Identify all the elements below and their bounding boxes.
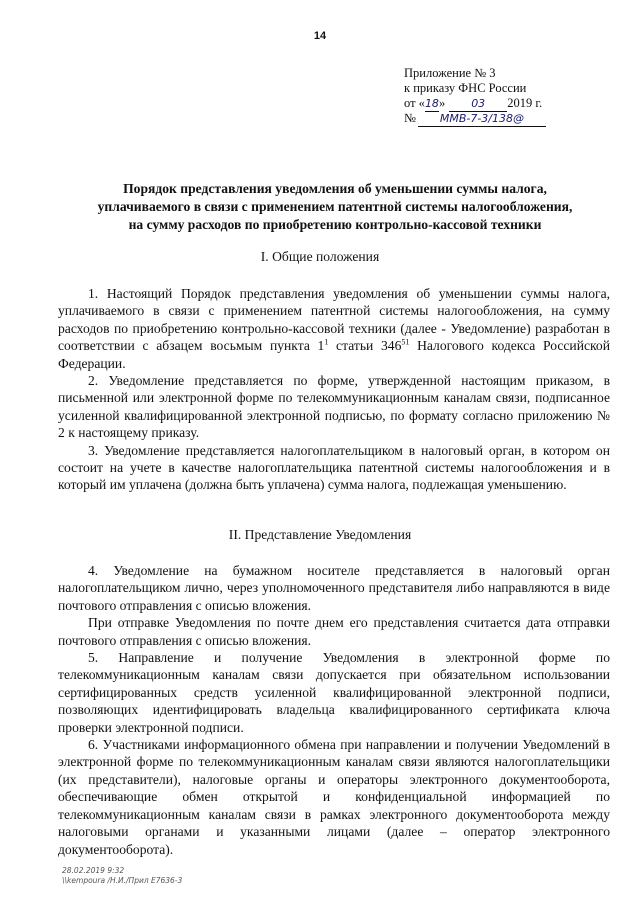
paragraph-4-mail: При отправке Уведомления по почте днем его представления считается дата отправки почтового отправления с описью вложения.	[58, 615, 610, 648]
section-heading-general: I. Общие положения	[260, 249, 380, 264]
paragraph-5: 5. Направление и получение Уведомления в электронной форме по телекоммуникационным каналам связи допускается при обязательном использовании сертифицированных средств усиленной квалифицированной электронной подписи, позволяющих идентифицировать владельца квалифицированного сертификата ключа проверки электронной подписи.	[58, 650, 610, 735]
appendix-block	[404, 66, 546, 126]
document-title: Порядок представления уведомления об уменьшении суммы налога, уплачиваемого в связи с применением патентной системы налогообложения, на сумму расходов по приобретению контрольно-кассовой техники	[97, 181, 573, 232]
paragraph-1: 1. Настоящий Порядок представления уведомления об уменьшении суммы налога, уплачиваемого в связи с применением патентной системы налогообложения, на сумму расходов по приобретению контрольно-кассовой техники (далее - Уведомление) разработан в соответствии с абзацем восьмым пункта $1^1$ статьи $346^{51}$ Налогового кодекса Российской Федерации.	[58, 286, 610, 371]
section-submission-body	[58, 562, 610, 858]
page-number: 14	[313, 30, 327, 42]
footer-timestamp: 28.02.2019 9:32	[62, 866, 125, 875]
section-general-body	[58, 285, 610, 494]
paragraph-2: 2. Уведомление представляется по форме, утвержденной настоящим приказом, в письменной или электронной форме по телекоммуникационным каналам связи, подписанное усиленной квалифицированной электронной подписью, по формату согласно приложению № 2 к настоящему приказу.	[58, 373, 610, 441]
handwritten-order-number: ММВ-7-3/138@	[418, 111, 546, 127]
paragraph-4: 4. Уведомление на бумажном носителе представляется в налоговый орган налогоплательщиком лично, через уполномоченного представителя либо направляются в виде почтового отправления с описью вложения.	[58, 563, 610, 613]
file-footer	[62, 866, 182, 886]
handwritten-day: 18	[424, 97, 439, 110]
appendix-order-ref: к приказу ФНС России	[404, 81, 527, 95]
footer-file-path: \\kempoura /Н.И./Прил E7636-3	[62, 876, 183, 885]
appendix-title: Приложение № 3	[404, 66, 496, 80]
paragraph-6: 6. Участниками информационного обмена при направлении и получении Уведомлений в электронной форме по телекоммуникационным каналам связи являются налогоплательщики (их представители), налоговые органы и операторы электронного документооборота, обеспечивающие обмен открытой и конфиденциальной информацией по телекоммуникационным каналам связи в рамках электронного документооборота между налоговыми органами и указанными лицами (далее – оператор электронного документооборота).	[58, 737, 610, 857]
paragraph-3: 3. Уведомление представляется налогоплательщиком в налоговый орган, в котором он состоит на учете в качестве налогоплательщика патентной системы налогообложения и в который им уплачена (должна быть уплачена) сумма налога, подлежащая уменьшению.	[58, 442, 610, 493]
section-heading-submission: II. Представление Уведомления	[228, 527, 412, 542]
handwritten-month: 03	[449, 96, 507, 112]
appendix-number: № ММВ-7-3/138@	[404, 111, 546, 126]
appendix-date: от «18» 03 2019 г.	[404, 96, 543, 110]
